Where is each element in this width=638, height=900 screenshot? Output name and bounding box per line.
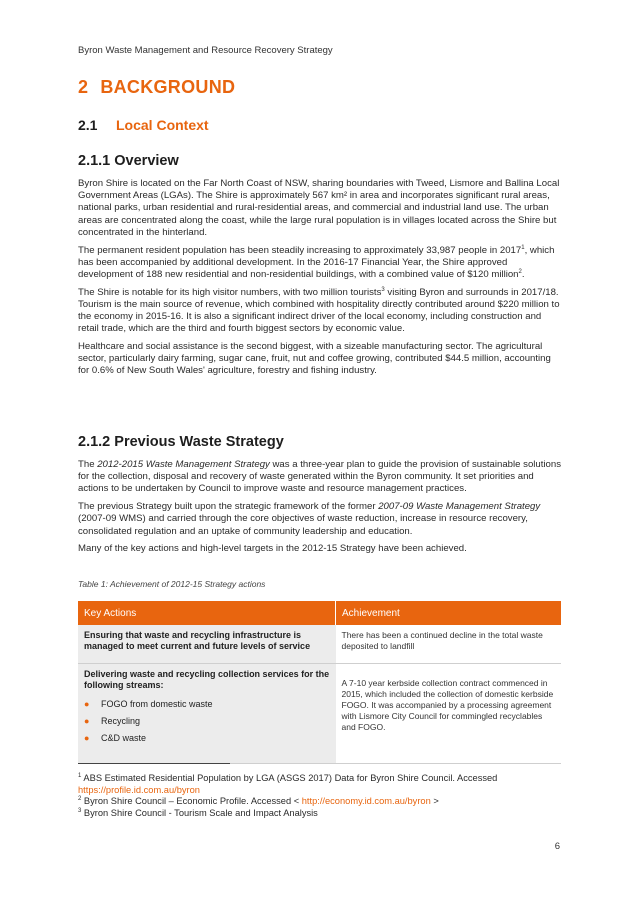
previous-paragraph-3: Many of the key actions and high-level targets in the 2012-15 Strategy have been achieved. (78, 543, 467, 555)
previous-strategy-body (78, 459, 563, 561)
table-header-row (78, 601, 561, 625)
footnote-link-profile[interactable]: https://profile.id.com.au/byron (78, 784, 200, 795)
footnote-2: $^2$ Byron Shire Council – Economic Profile. Accessed < http://economy.id.com.au/byron > (78, 795, 439, 806)
achievement-cell: A 7-10 year kerbside collection contract commenced in 2015, which included the collection of domestic kerbside FOGO. It was accompanied by a processing agreement with Lismore City Council for commingled recyclables and FOGO. (336, 664, 562, 764)
footnote-ref-2[interactable]: 2 (518, 268, 522, 275)
overview-heading: 2.1.1 Overview (78, 153, 179, 169)
list-item: ● C&D waste (84, 733, 147, 743)
footnote-link-economy[interactable]: http://economy.id.com.au/byron (301, 796, 431, 806)
previous-paragraph-1: The 2012-2015 Waste Management Strategy was a three-year plan to guide the provision of sustainable solutions for the collection, disposal and recovery of waste generated within the Byron community. It set priorities and actions to be undertaken by Council to improve waste and resource management practices. (78, 459, 562, 495)
overview-paragraph-3: The Shire is notable for its high visitor numbers, with two million tourists$^3$ visiting Byron and surrounds in 2017/18. Tourism is the main source of revenue, which combined with hospitality directly contributed around $220 million to the economy in 2015-16. It is also a significant indirect driver of the local economy, including construction and retail trade, which are the third and fourth biggest sectors by economic value. (78, 286, 560, 335)
table-caption: Table 1: Achievement of 2012-15 Strategy actions (78, 579, 266, 589)
list-item: ● FOGO from domestic waste (84, 699, 213, 709)
subsection-heading (78, 117, 209, 133)
strategy-actions-table (78, 601, 561, 764)
table-row (78, 664, 561, 764)
previous-strategy-heading: 2.1.2 Previous Waste Strategy (78, 434, 284, 450)
column-header-achievement: Achievement (336, 601, 562, 625)
bullet-icon: ● (84, 716, 90, 726)
achievement-cell: There has been a continued decline in the total waste deposited to landfill (336, 625, 562, 664)
key-action-cell: Ensuring that waste and recycling infrastructure is managed to meet current and future levels of service (78, 625, 336, 664)
section-title: BACKGROUND (100, 77, 236, 97)
overview-paragraph-4: Healthcare and social assistance is the second biggest, with a sizeable manufacturing sector. The agricultural sector, particularly dairy farming, sugar cane, fruit, nut and coffee growing, contributed $44.5 million, accounting for 0.6% of New South Wales' agriculture, forestry and fishing industry. (78, 340, 551, 377)
footnote-ref-3[interactable]: 3 (381, 286, 385, 293)
column-header-key-actions: Key Actions (78, 601, 336, 625)
page-number: 6 (554, 841, 560, 852)
bullet-icon: ● (84, 733, 90, 743)
footnotes (78, 773, 568, 819)
footnote-1: $^1$ ABS Estimated Residential Population by LGA (ASGS 2017) Data for Byron Shire Council. Accessed https://profile.id.com.au/byron (78, 772, 498, 795)
overview-paragraph-1: Byron Shire is located on the Far North Coast of NSW, sharing boundaries with Tweed, Lismore and Ballina Local Government Areas (LGAs). The Shire is approximately 567 km² in area and incorporates significant rural areas, national parks, urban residential and rural-residential areas, and commercial and industrial land use. The urban areas are concentrated along the coast, while the large rural population is in villages located across the Shire but concentrated in the hinterland. (78, 178, 560, 238)
previous-paragraph-2: The previous Strategy built upon the strategic framework of the former 2007-09 Waste Management Strategy (2007-09 WMS) and carried through the core objectives of waste reduction, increase in resource recovery, consolidated regulation and an uptake of community leadership and education. (78, 501, 541, 537)
overview-body (78, 178, 563, 383)
footnote-ref-1[interactable]: 1 (521, 244, 525, 251)
bullet-icon: ● (84, 699, 90, 709)
key-action-cell: Delivering waste and recycling collection services for the following streams: ● FOGO from domestic waste ● Recycling ● C&D waste (78, 664, 336, 764)
table-row (78, 625, 561, 664)
footnote-divider (78, 763, 230, 764)
footnote-3: $^3$ Byron Shire Council - Tourism Scale and Impact Analysis (78, 807, 318, 818)
subsection-title: Local Context (116, 117, 209, 133)
list-item: ● Recycling (84, 716, 141, 726)
section-number: 2 (78, 77, 89, 97)
streams-list (84, 699, 330, 750)
subsection-number: 2.1 (78, 117, 98, 133)
running-header: Byron Waste Management and Resource Recovery Strategy (78, 45, 333, 56)
overview-paragraph-2: The permanent resident population has been steadily increasing to approximately 33,987 people in 2017$^1$, which has been accompanied by additional development. In the 2016-17 Financial Year, the Shire approved development of 188 new residential and non-residential buildings, with a combined value of $120 million$^2$. (78, 244, 555, 280)
section-heading (78, 77, 235, 98)
